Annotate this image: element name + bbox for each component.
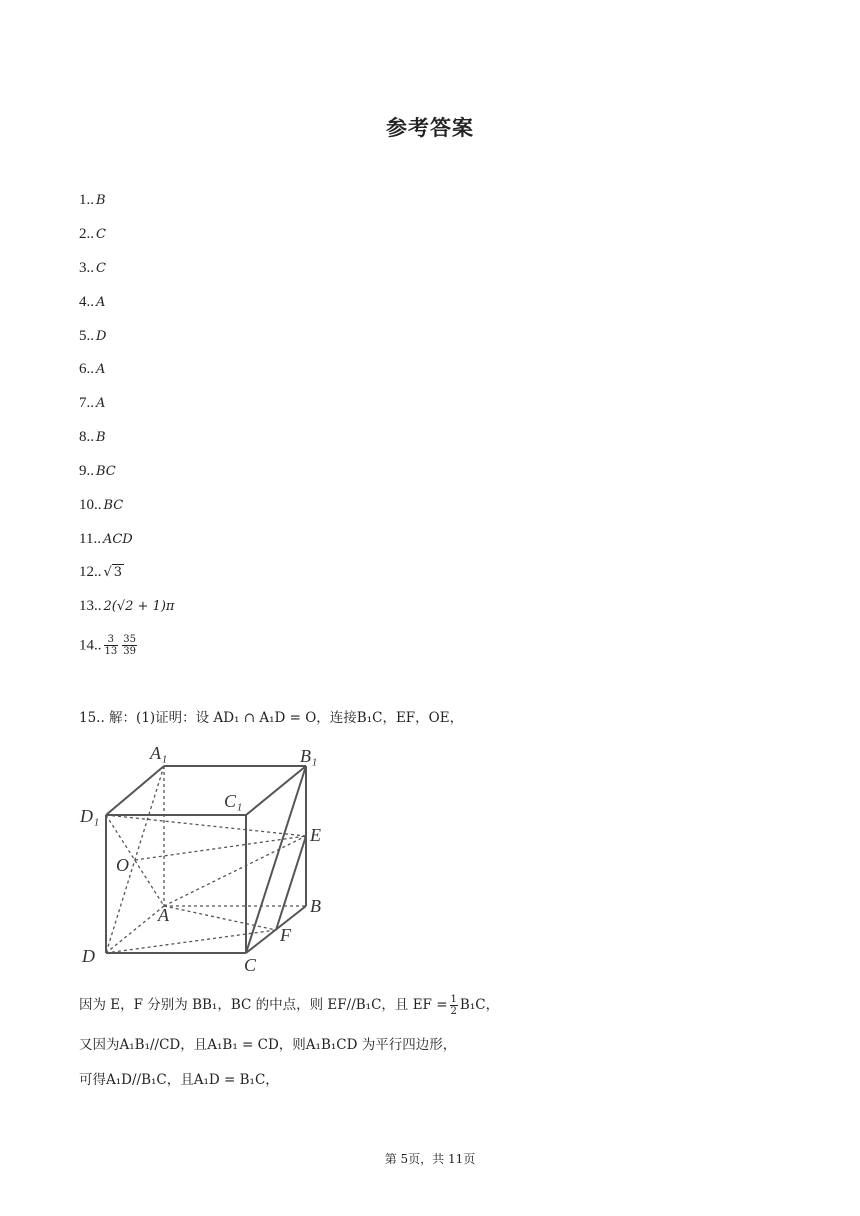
label-C1: C₁ <box>224 791 243 811</box>
answer-item: 10.. BC <box>79 497 124 513</box>
q15-line3: 可得A₁D//B₁C，且A₁D = B₁C， <box>79 1072 279 1088</box>
label-B1: B₁ <box>300 746 318 766</box>
answer-item: 1.. B <box>79 192 106 208</box>
answer-item: 7.. A <box>79 395 106 411</box>
q15-intro: 15.. 解：(1)证明：设 AD₁ ∩ A₁D = O，连接B₁C，EF，OE， <box>79 710 464 726</box>
answer-item: 13.. 2(√2 + 1)π <box>79 598 175 614</box>
q15-line2: 又因为A₁B₁//CD，且A₁B₁ = CD，则A₁B₁CD 为平行四边形， <box>79 1037 457 1053</box>
cube-figure <box>74 738 334 973</box>
q15-line1: 因为 E，F 分别为 BB₁，BC 的中点，则 EF//B₁C，且 EF = $\frac{1}{2}$ B₁C， <box>79 994 500 1017</box>
label-A1: A₁ <box>150 743 168 763</box>
label-O: O <box>116 855 129 875</box>
answer-item: 11.. ACD <box>79 531 133 547</box>
label-A: A <box>158 905 169 925</box>
answer-item: 5.. D <box>79 328 107 344</box>
answer-item: 2.. C <box>79 226 106 242</box>
label-F: F <box>280 925 291 945</box>
answer-item: 9.. BC <box>79 463 116 479</box>
label-D: D <box>82 946 95 966</box>
label-E: E <box>310 825 321 845</box>
answer-item: 3.. C <box>79 260 106 276</box>
page-footer: 第 5页，共 11页 <box>384 1152 476 1166</box>
answer-item: 14.. $\frac{3}{13}$ $\frac{35}{39}$ <box>79 634 136 657</box>
label-B: B <box>310 896 321 916</box>
answer-item: 12.. √ 3 <box>79 564 123 580</box>
label-D1: D₁ <box>80 806 100 826</box>
label-C: C <box>244 955 257 973</box>
answer-item: 4.. A <box>79 294 106 310</box>
page-title: 参考答案 <box>386 116 474 140</box>
answer-item: 6.. A <box>79 361 106 377</box>
answer-item: 8.. B <box>79 429 106 445</box>
